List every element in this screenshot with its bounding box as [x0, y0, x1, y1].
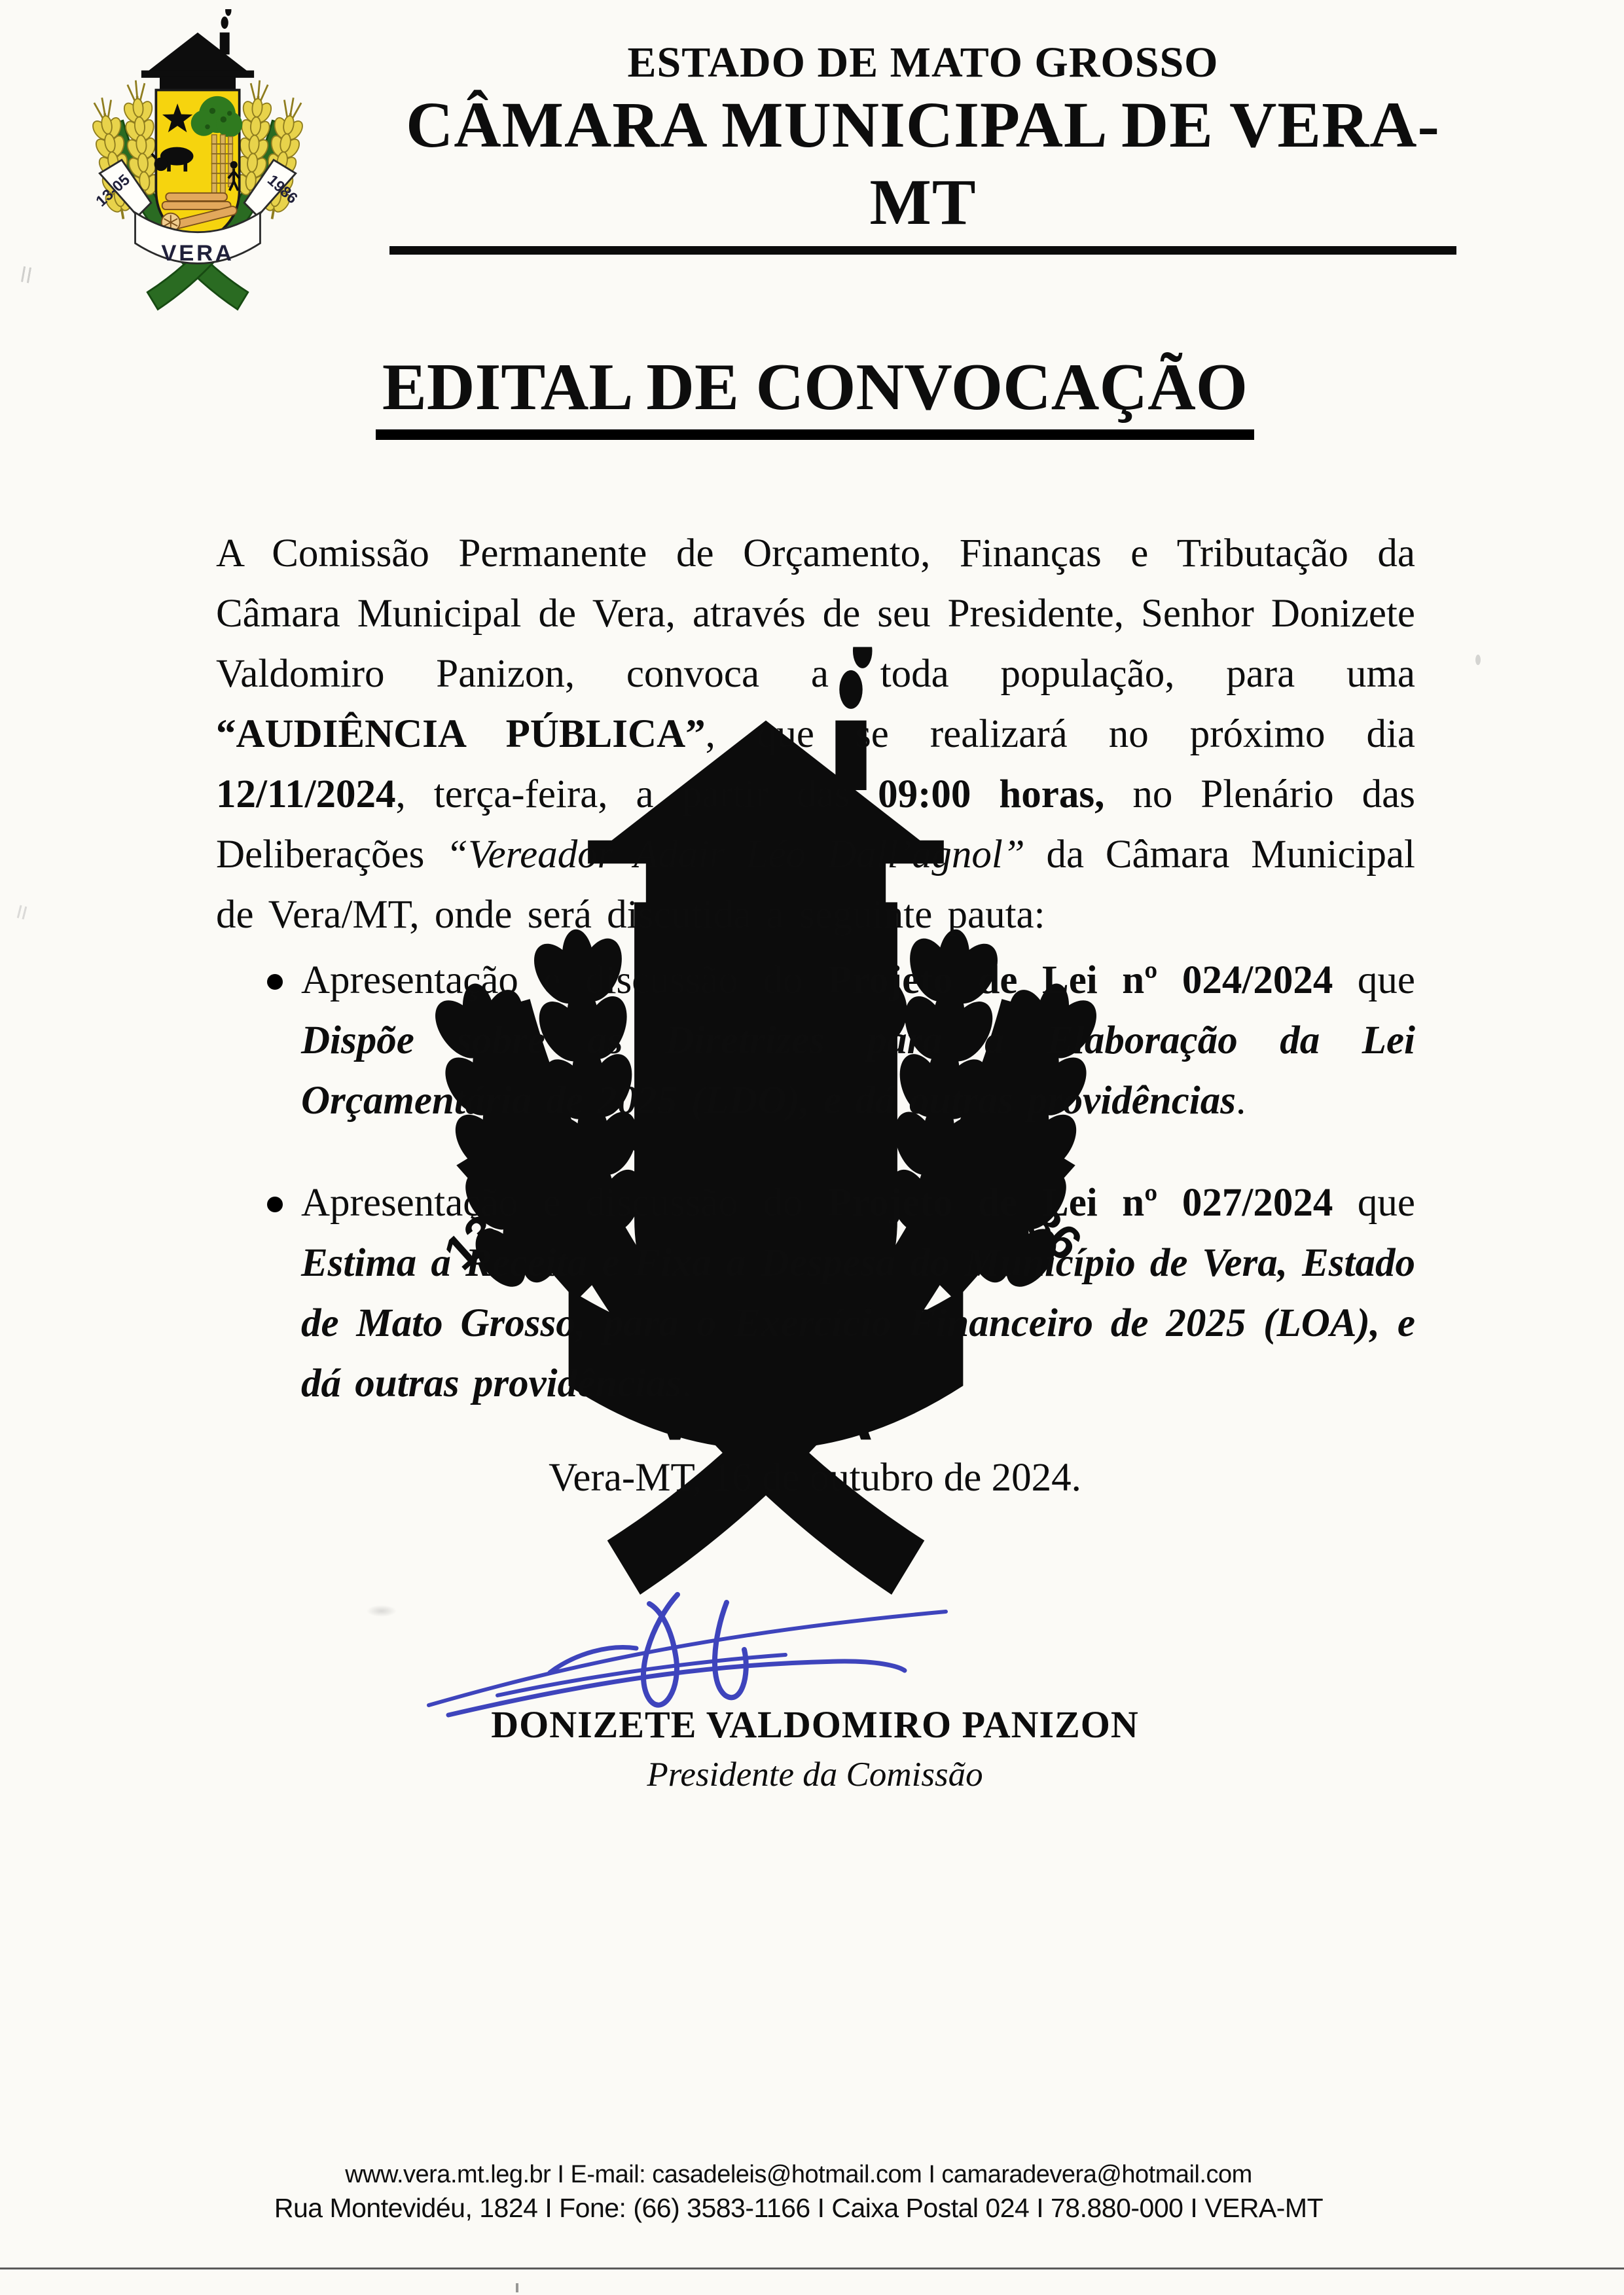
text-segment: Dispõe sobre as Diretrizes para a Elaboração da Lei Orçamentária de 2025 (LDO), e dá outras providências	[301, 1019, 1415, 1123]
document-title: EDITAL DE CONVOCAÇÃO	[376, 352, 1254, 440]
agenda-item-text	[301, 1181, 1415, 1405]
text-segment: , terça-feira, a partir das	[395, 772, 878, 816]
footer-address-line: Rua Montevidéu, 1824 I Fone: (66) 3583-1166 I Caixa Postal 024 I 78.880-000 I VERA-MT	[274, 2193, 1324, 2223]
scan-artifact	[367, 1605, 397, 1617]
text-segment: .	[1235, 1079, 1246, 1123]
footer	[13, 2159, 1584, 2225]
text-segment: Apresentação e discussão do	[301, 958, 828, 1002]
scan-artifact	[516, 2283, 518, 2292]
text-segment: .	[681, 1362, 692, 1405]
text-segment: Projeto de Lei nº 024/2024	[827, 958, 1333, 1002]
footer-contacts-line: www.vera.mt.leg.br I E-mail: casadeleis@hotmail.com I camaradevera@hotmail.com	[345, 2161, 1252, 2188]
text-segment: no Plenário das Deliberações	[216, 772, 1415, 876]
letterhead	[389, 39, 1456, 255]
text-segment: “Vereador Adair Léo Dall’agnol”	[446, 833, 1025, 876]
scan-artifact	[21, 266, 34, 283]
agenda-item-1	[216, 950, 1415, 1131]
text-segment: Projeto de Lei nº 027/2024	[827, 1181, 1333, 1225]
text-segment: que	[1333, 958, 1415, 1002]
text-segment: 12/11/2024	[216, 772, 396, 816]
text-segment: , que se realizará no próximo dia	[705, 712, 1415, 756]
text-segment: “AUDIÊNCIA PÚBLICA”	[216, 712, 706, 756]
signature-ink-icon	[419, 1584, 956, 1718]
text-segment: Estima a Receita e Fixa a Despesa do Município de Vera, Estado de Mato Grosso, para o Exercício Financeiro de 2025 (LOA), e dá outras providências	[301, 1241, 1415, 1405]
letterhead-rule	[389, 246, 1456, 255]
letterhead-chamber-line: CÂMARA MUNICIPAL DE VERA-MT	[406, 88, 1440, 238]
bullet-icon	[267, 974, 283, 990]
text-segment: Apresentação e discussão do	[301, 1181, 828, 1225]
letterhead-state-line: ESTADO DE MATO GROSSO	[627, 39, 1219, 86]
document-title-wrap	[216, 352, 1414, 440]
agenda-item-2	[216, 1173, 1415, 1414]
scan-artifact	[1475, 655, 1481, 665]
agenda-item-text	[301, 958, 1415, 1123]
bullet-icon	[267, 1197, 283, 1212]
text-segment: que	[1333, 1181, 1415, 1225]
dateline: Vera-MT, 16 de outubro de 2024.	[549, 1456, 1081, 1500]
signatory-name: DONIZETE VALDOMIRO PANIZON	[491, 1703, 1139, 1746]
scan-artifact	[17, 905, 29, 920]
agenda-list	[216, 950, 1415, 1456]
signatory-role: Presidente da Comissão	[647, 1756, 983, 1794]
coat-of-arms-icon	[63, 9, 333, 316]
body-paragraph	[216, 524, 1415, 945]
text-segment: A Comissão Permanente de Orçamento, Finanças e Tributação da Câmara Municipal de Vera, através de seu Presidente, Senhor Donizete Valdomiro Panizon, convoca a toda população, para uma	[216, 532, 1415, 696]
scan-edge-line	[0, 2268, 1624, 2269]
text-segment: 09:00 horas,	[878, 772, 1105, 816]
text-segment: da Câmara Municipal de Vera/MT, onde será discutida a seguinte pauta:	[216, 833, 1415, 937]
